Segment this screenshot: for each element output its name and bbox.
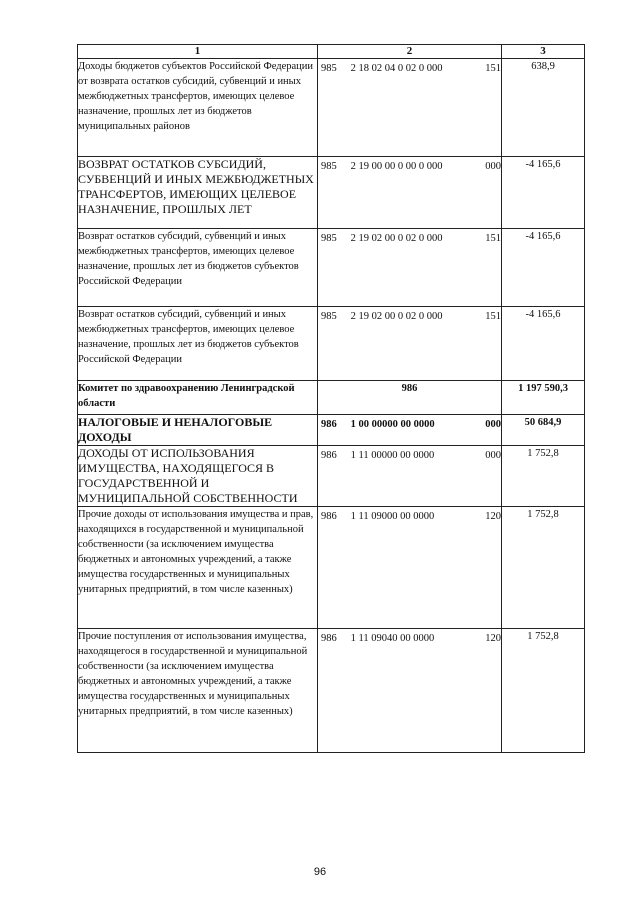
table-row: [78, 59, 585, 157]
admin-code: 985: [321, 233, 337, 244]
kbk-code: 2 18 02 04 0 02 0 000: [350, 63, 443, 74]
row-description: НАЛОГОВЫЕ И НЕНАЛОГОВЫЕ ДОХОДЫ: [78, 415, 318, 446]
subtype-code: 120: [485, 633, 501, 644]
table-header-row: [78, 45, 585, 59]
kbk-code: 1 11 09040 00 0000: [350, 633, 435, 644]
header-col-1: 1: [78, 45, 318, 59]
row-amount: 1 752,8: [502, 629, 585, 753]
kbk-code: 1 11 00000 00 0000: [350, 450, 435, 461]
row-codes: [318, 507, 502, 629]
kbk-code: 2 19 00 00 0 00 0 000: [350, 161, 443, 172]
kbk-code: 2 19 02 00 0 02 0 000: [350, 233, 443, 244]
admin-code: 985: [321, 161, 337, 172]
admin-code: 986: [321, 419, 337, 430]
admin-code: 986: [318, 381, 502, 415]
row-amount: 1 752,8: [502, 446, 585, 507]
table-row: [78, 629, 585, 753]
subtype-code: 151: [485, 311, 501, 322]
admin-code: 986: [321, 511, 337, 522]
table-row: [78, 507, 585, 629]
table-row: [78, 446, 585, 507]
subtype-code: 000: [485, 419, 501, 430]
row-amount: -4 165,6: [502, 229, 585, 307]
row-amount: -4 165,6: [502, 307, 585, 381]
row-amount: 1 752,8: [502, 507, 585, 629]
row-description: Прочие доходы от использования имущества и прав, находящихся в государственной и муниципальной собственности (за исключением имущества бюджетных и автономных учреждений, а также имущества государственных и муниципальных унитарных предприятий, в том числе казенных): [78, 507, 318, 629]
row-description: Возврат остатков субсидий, субвенций и иных межбюджетных трансфертов, имеющих целевое назначение, прошлых лет из бюджетов субъектов Российской Федерации: [78, 307, 318, 381]
table-row: [78, 415, 585, 446]
row-description: Доходы бюджетов субъектов Российской Федерации от возврата остатков субсидий, субвенций и иных межбюджетных трансфертов, имеющих целевое назначение, прошлых лет из бюджетов муниципальных районов: [78, 59, 318, 157]
row-amount: -4 165,6: [502, 157, 585, 229]
row-codes: [318, 307, 502, 381]
row-description: ВОЗВРАТ ОСТАТКОВ СУБСИДИЙ, СУБВЕНЦИЙ И ИНЫХ МЕЖБЮДЖЕТНЫХ ТРАНСФЕРТОВ, ИМЕЮЩИХ ЦЕЛЕВОЕ НАЗНАЧЕНИЕ, ПРОШЛЫХ ЛЕТ: [78, 157, 318, 229]
row-codes: [318, 629, 502, 753]
admin-code: 986: [321, 450, 337, 461]
row-description: Возврат остатков субсидий, субвенций и иных межбюджетных трансфертов, имеющих целевое назначение, прошлых лет из бюджетов субъектов Российской Федерации: [78, 229, 318, 307]
kbk-code: 1 00 00000 00 0000: [350, 419, 435, 430]
admin-code: 985: [321, 311, 337, 322]
table-row: [78, 307, 585, 381]
admin-code: 985: [321, 63, 337, 74]
kbk-code: 2 19 02 00 0 02 0 000: [350, 311, 443, 322]
table-row: [78, 229, 585, 307]
subtype-code: 120: [485, 511, 501, 522]
row-codes: [318, 229, 502, 307]
row-description: ДОХОДЫ ОТ ИСПОЛЬЗОВАНИЯ ИМУЩЕСТВА, НАХОДЯЩЕГОСЯ В ГОСУДАРСТВЕННОЙ И МУНИЦИПАЛЬНОЙ СОБСТВЕННОСТИ: [78, 446, 318, 507]
table-row: [78, 157, 585, 229]
budget-revenue-table: [77, 44, 585, 753]
header-col-2: 2: [318, 45, 502, 59]
row-amount: 1 197 590,3: [502, 381, 585, 415]
row-codes: [318, 415, 502, 446]
subtype-code: 151: [485, 63, 501, 74]
kbk-code: 1 11 09000 00 0000: [350, 511, 435, 522]
row-description: Прочие поступления от использования имущества, находящегося в государственной и муниципальной собственности (за исключением имущества бюджетных и автономных учреждений, а также имущества государственных и муниципальных унитарных предприятий, в том числе казенных): [78, 629, 318, 753]
subtype-code: 000: [485, 450, 501, 461]
row-codes: [318, 59, 502, 157]
row-description: Комитет по здравоохранению Ленинградской области: [78, 381, 318, 415]
subtype-code: 151: [485, 233, 501, 244]
admin-code: 986: [321, 633, 337, 644]
row-codes: [318, 446, 502, 507]
table-row: [78, 381, 585, 415]
row-amount: 50 684,9: [502, 415, 585, 446]
subtype-code: 000: [485, 161, 501, 172]
header-col-3: 3: [502, 45, 585, 59]
row-amount: 638,9: [502, 59, 585, 157]
page-number: 96: [313, 866, 327, 878]
row-codes: [318, 157, 502, 229]
